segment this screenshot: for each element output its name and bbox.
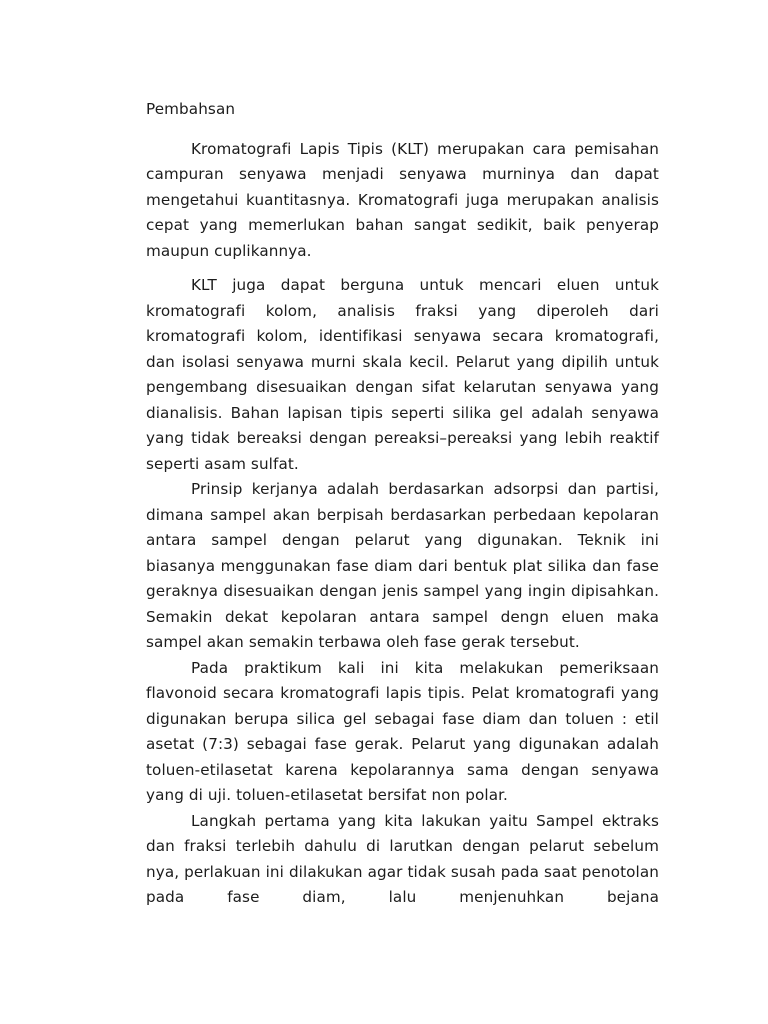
paragraph-1: Kromatografi Lapis Tipis (KLT) merupakan cara pemisahan campuran senyawa menjadi senyawa murninya dan dapat mengetahui kuantitasnya. Kromatografi juga merupakan analisis cepat yang memerlukan bahan sangat sedikit, baik penyerap maupun cuplikannya. xyxy=(146,139,659,260)
paragraph-4: Pada praktikum kali ini kita melakukan pemeriksaan flavonoid secara kromatografi lapis tipis. Pelat kromatografi yang digunakan berupa silica gel sebagai fase diam dan toluen : etil asetat (7:3) sebagai fase gerak. Pelarut yang digunakan adalah toluen-etilasetat karena kepolarannya sama dengan senyawa yang di uji. toluen-etilasetat bersifat non polar. xyxy=(146,658,659,804)
paragraph-2: KLT juga dapat berguna untuk mencari eluen untuk kromatografi kolom, analisis fraksi yang diperoleh dari kromatografi kolom, identifikasi senyawa secara kromatografi, dan isolasi senyawa murni skala kecil. Pelarut yang dipilih untuk pengembang disesuaikan dengan sifat kelarutan senyawa yang dianalisis. Bahan lapisan tipis seperti silika gel adalah senyawa yang tidak bereaksi dengan pereaksi–pereaksi yang lebih reaktif seperti asam sulfat. xyxy=(146,276,659,473)
section-heading: Pembahsan xyxy=(146,100,236,118)
paragraph-5: Langkah pertama yang kita lakukan yaitu Sampel ektraks dan fraksi terlebih dahulu di larutkan dengan pelarut sebelum nya, perlakuan ini dilakukan agar tidak susah pada saat penotolan pada fase diam, lalu menjenuhkan bejana xyxy=(146,811,659,906)
document-body xyxy=(146,97,659,911)
paragraph-3: Prinsip kerjanya adalah berdasarkan adsorpsi dan partisi, dimana sampel akan berpisah berdasarkan perbedaan kepolaran antara sampel dengan pelarut yang digunakan. Teknik ini biasanya menggunakan fase diam dari bentuk plat silika dan fase geraknya disesuaikan dengan jenis sampel yang ingin dipisahkan. Semakin dekat kepolaran antara sampel dengn eluen maka sampel akan semakin terbawa oleh fase gerak tersebut. xyxy=(146,480,659,651)
